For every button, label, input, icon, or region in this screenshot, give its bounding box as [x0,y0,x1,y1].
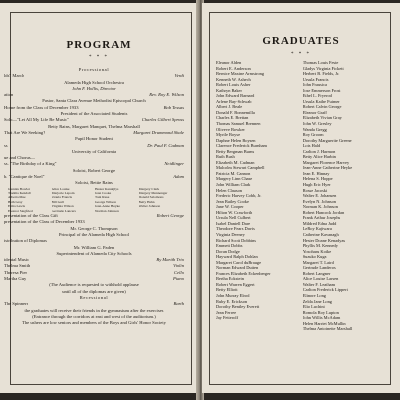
program-note: Principal of the Alameda High School [58,231,130,237]
graduate-name: Jean Bailey Cooke [216,198,249,204]
graduate-name: Eleanor Graff [302,109,327,115]
graduate-name: Romola Roy Lupton [302,309,339,315]
graduate-name: Ruth Bush [216,154,235,160]
chorus-member: Glennis Bowler [8,186,31,191]
graduate-name: Frederic Harvey Cobb, Jr. [216,193,262,199]
program-item-performer: Rev. Roy E. Wilson [149,92,184,98]
program-note: until all of the diplomas are given) [62,288,126,294]
graduate-name: John Willis McAdam [302,315,341,321]
program-page [0,3,198,393]
graduate-name: Norman Edward Dutten [216,265,259,271]
chorus-member: George Wilson [95,199,117,204]
chorus-member: Norman Johnson [95,208,119,213]
chorus-member: Thelma Kendall [8,191,31,196]
graduate-name: Emmett Dobbs [216,243,243,249]
graduate-name: Daphne Helen Boysen [216,137,256,143]
graduate-name: Donald F. Bonnemilla [216,109,255,115]
program-note: (The Audience is requested to withhold applause [49,282,139,288]
chorus-member: Margery Mennenger [138,191,168,196]
program-item-title: Theresa Pier [4,269,28,275]
program-note: The ushers are low seniors and members of the Boys and Girls' Honor Society [22,320,166,326]
graduate-name: Betty Bergman Burns [216,148,255,154]
graduate-name: John Edward Barnard [216,93,255,99]
graduate-name: John Frausica [302,82,327,88]
graduate-name: Walter F. Leatham [302,281,336,287]
graduate-name: Ursula Nell Culbert [216,215,251,221]
graduate-name: Zelda Jane Long [302,298,332,304]
program-section-heading: Processional [78,67,110,72]
chorus-member: Donald Salomons [138,195,164,200]
graduate-name: Norman K. Johnson [302,204,338,210]
program-item-performer: Margaret Drummond Shale [133,129,184,135]
chorus-member: Bill Gull [51,199,64,204]
graduate-name: Richard Scott Dobbins [216,237,257,243]
graduate-name: Ursula Francis [302,76,329,82]
program-item-performer [180,219,184,225]
graduate-name: Robert Warren Eggert [216,281,255,287]
chorus-member: Hester Kanaijlys [95,186,119,191]
program-item-performer: Robert George [156,213,184,219]
chorus-member: Virginia Wilson [51,204,74,209]
program-item-performer: Cello [174,269,184,275]
graduate-name: Carlton Frederick Lippert [302,287,348,293]
program-item-title: Martha Guy [4,276,27,282]
program-note: Betty Rains, Margaret Manquet, Thelma Marshall [48,123,140,129]
graduate-name: Helen Clauson [216,187,242,193]
graduate-name: Elizabeth M. Cadman [216,159,255,165]
graduate-name: Jose Emmerson Frost [302,87,341,93]
graduate-name: Hilton W. Crawforth [216,209,253,215]
graduate-name: Thelma Antoinette Marshall [302,326,353,332]
chorus-member: Gertrude Lancers [51,208,76,213]
program-item-title: That Are We Seeking? [4,129,46,135]
chorus-member: Toni Ruse [95,195,110,200]
graduate-name: Arlene Bay-Schwab [216,98,252,104]
program-item-title: ue and Chorus— [4,155,36,161]
chorus-member: Ursula Francis [51,195,73,200]
program-note: University of California [71,148,117,154]
graduate-name: Jane W. Cooper [216,204,244,210]
program-item-title: idental Music [4,257,30,263]
program-item-title: Home from the Class of December 1933 [4,104,79,110]
graduate-name: Bernice Maxine Armstrong [216,71,265,77]
graduate-name: Doran Dodge [216,248,240,254]
program-item-performer: Charles Gilbert Spross [141,117,184,123]
chorus-member: Jean Cooke [95,191,112,196]
chorus-member: Betty Hahn [138,199,155,204]
graduate-name: Mildred Edna Judd [302,220,337,226]
program-note: Soloist, Bettie Rains [75,180,113,186]
program-item-title: Solo—"Let All My Life Be Music" [4,117,69,123]
program-note: Pupil Honor Student [75,136,113,142]
program-item-title: Thelma Smith [4,263,31,269]
graduate-name: Margaret Florence Harvey [302,159,350,165]
graduate-name: Lois Hald [302,143,321,149]
graduate-name: Thomas Samuel Brennen [216,121,261,127]
graduate-name: Betty Elliott [216,287,238,293]
program-note: President of the Associated Students [60,111,128,117]
graduate-name: Ursula Kathe Fuimer [302,98,340,104]
program-item-performer: Dr. Paul F. Cadman [147,142,184,148]
program-item-title: presentation of the Class of December 1933 [4,219,85,225]
graduate-name: Phyllis M. Kennedy [302,243,338,249]
chorus-member: Erma Lewis [8,204,26,209]
graduate-name: Ethel L. Fryerod [302,93,332,99]
program-item-title: ss. "The Birthday of a King" [4,161,57,167]
program-note: Alameda High School Orchestra [64,79,124,85]
program-item-performer: Bob Tessas [163,104,184,110]
graduate-name: Rosse Jacoski [302,187,328,193]
graduate-name: Betty Alice Harbin [302,154,336,160]
chorus-member: Alice Louise [51,186,70,191]
title-ornament: * * * [89,55,109,60]
program-note: Superintendent of Alameda City Schools [56,250,132,256]
program-item-title: istribution of Diplomas [4,238,47,244]
graduate-name: Jay Fetterolf [216,315,239,321]
graduates-column-2 [303,60,386,332]
graduate-name: Kenneth W. Ashech [216,76,251,82]
chorus-members [4,187,184,213]
program-item-performer: Barth [173,301,184,307]
graduate-name: Margery Linn Chase [216,176,253,182]
graduate-name: Elizabeth Vivian Gray [302,115,342,121]
graduate-name: Isabel Daniell Dare [216,220,251,226]
graduate-name: Gladys Virginia Fickett [302,65,344,71]
program-section-heading: Recessional [79,294,109,300]
program-list [4,67,184,326]
graduate-name: Charles E. Brettan [216,115,249,121]
graduate-name: Hugh Eric Hyer [302,182,331,188]
program-item-performer: Violin [173,263,184,269]
title-ornament: * * * [291,52,311,57]
chorus-member: Eleanor Siegfried [8,208,33,213]
graduate-name: Margaret Carol duBrauge [216,259,262,265]
graduate-name: Frances Elizabeth Eckenberger [216,270,271,276]
graduate-name: Helen Harriet McMullin [302,320,346,326]
program-item-performer: Neidlinger [164,161,184,167]
program-item-title: ss [4,142,8,148]
graduate-name: Robert Calvin George [302,104,342,110]
chorus-member: Alberta Mae [8,195,26,200]
graduates-page [202,3,400,393]
graduate-name: Helena S. Hoppe [302,176,333,182]
graduate-name: John W. Gresley [302,121,332,127]
graduate-name: Jean E. Hinnay [302,170,330,176]
graduate-name: Walter E. Johansen [302,193,337,199]
program-note: John F. Hollis, Director [72,85,116,91]
graduate-name: John William Clark [216,182,251,188]
graduates-title: GRADUATES [262,35,340,47]
program-item-title: b. "Cantique de Noel" [4,174,45,180]
graduate-name: Malcolm Stewart Campbell [216,165,265,171]
chorus-member: Beth Gray [8,199,23,204]
program-item-performer [180,238,184,244]
chorus-member: Jean-Anne Heyke [95,204,120,209]
graduate-name: Carlton J. Harmon [302,148,336,154]
graduate-name: Dorothy Marguerite Greene [302,137,352,143]
graduate-name: Alice Louise Larsen [302,276,339,282]
chorus-member: Walter Johnson [138,204,161,209]
graduate-name: Suzuko Kuga [302,254,327,260]
graduate-name: Hester Doane Kenadyas [302,237,346,243]
graduate-name: Patricia M. Cannon [216,170,251,176]
program-note: (Entrance through the corridors at east and west of the auditorium.) [32,313,156,319]
program-item-title: lds" March [4,73,25,79]
program-note: Soloist, Robert George [72,167,116,173]
graduate-name: Elio Luchini [302,304,325,310]
graduate-name: Ruby E. Erickson [216,298,248,304]
graduate-name: Elinore Long [302,292,326,298]
program-note: Mr. William G. Paden [73,244,115,250]
graduates-column-1 [216,60,299,332]
graduate-name: Wanda Gregg [302,126,327,132]
graduate-name: Jean Ferree [216,309,237,315]
graduate-name: Robert Louis Asher [216,82,251,88]
graduate-name: Kathryn Baker [216,87,242,93]
program-item-performer: Verdi [174,73,184,79]
program-note: Pastor, Santa Clara Avenue Methodist Episcopal Church [42,98,146,104]
graduate-name: Theodore Fears Davis [216,226,255,232]
graduate-name: Herbert B. Fields, Jr. [302,71,340,77]
program-item-performer: Piano [173,276,184,282]
graduate-name: Eleanor Alden [216,60,242,65]
graduate-name: Gertrude Landeros [302,265,336,271]
program-item-performer: By Marith Trio [156,257,184,263]
program-note: the graduates will receive their friends in the gymnasium after the exercises [24,307,164,313]
graduate-name: Clarence Frederick Burnham [216,143,267,149]
graduate-name: LeRoy Kajiwara [302,226,332,232]
graduate-name: Albert J. Beale [216,104,243,110]
graduate-name: Frank Arthur Josephs [302,215,341,221]
graduate-name: Oliveve Bowker [216,126,245,132]
graduate-name: Roy Groom [302,132,324,138]
graduate-name: Virginia Deeney [216,231,245,237]
graduate-name: Catherine Kavanagh [302,231,339,237]
graduates-list [216,60,386,332]
graduate-name: Thomas Louis Feste [302,60,339,65]
chorus-member: Margery Clark [138,186,160,191]
graduate-name: John Murray Elrod [216,292,250,298]
graduate-name: Myrtle Boyse [216,132,241,138]
graduate-name: Robert Langner [302,270,331,276]
graduate-name: Bertha Eckstein [216,276,244,282]
chorus-member: Marjorie Lapoin [51,191,75,196]
graduate-name: Robert Hancock Jordan [302,209,345,215]
graduate-name: Yosoharu Koike [302,248,332,254]
program-item-title: The Spinners [4,301,29,307]
graduate-name: Margaret T. Laird [302,259,334,265]
graduate-name: Dorothy Bentley Everett [216,304,260,310]
program-item-title: ation [4,92,14,98]
program-item-performer: Adam [173,174,184,180]
program-note: Mr. George C. Thompson [70,225,118,231]
graduate-name: Robert E. Anderson [216,65,251,71]
program-item-title: presentation of the Class Gift [4,213,58,219]
graduate-name: Evelyn N. Johnson [302,198,336,204]
program-title: PROGRAM [66,39,132,51]
graduate-name: Hayward Ralph Dohlan [216,254,258,260]
graduate-name: Jean-Anne Catherine Heyke [302,165,353,171]
